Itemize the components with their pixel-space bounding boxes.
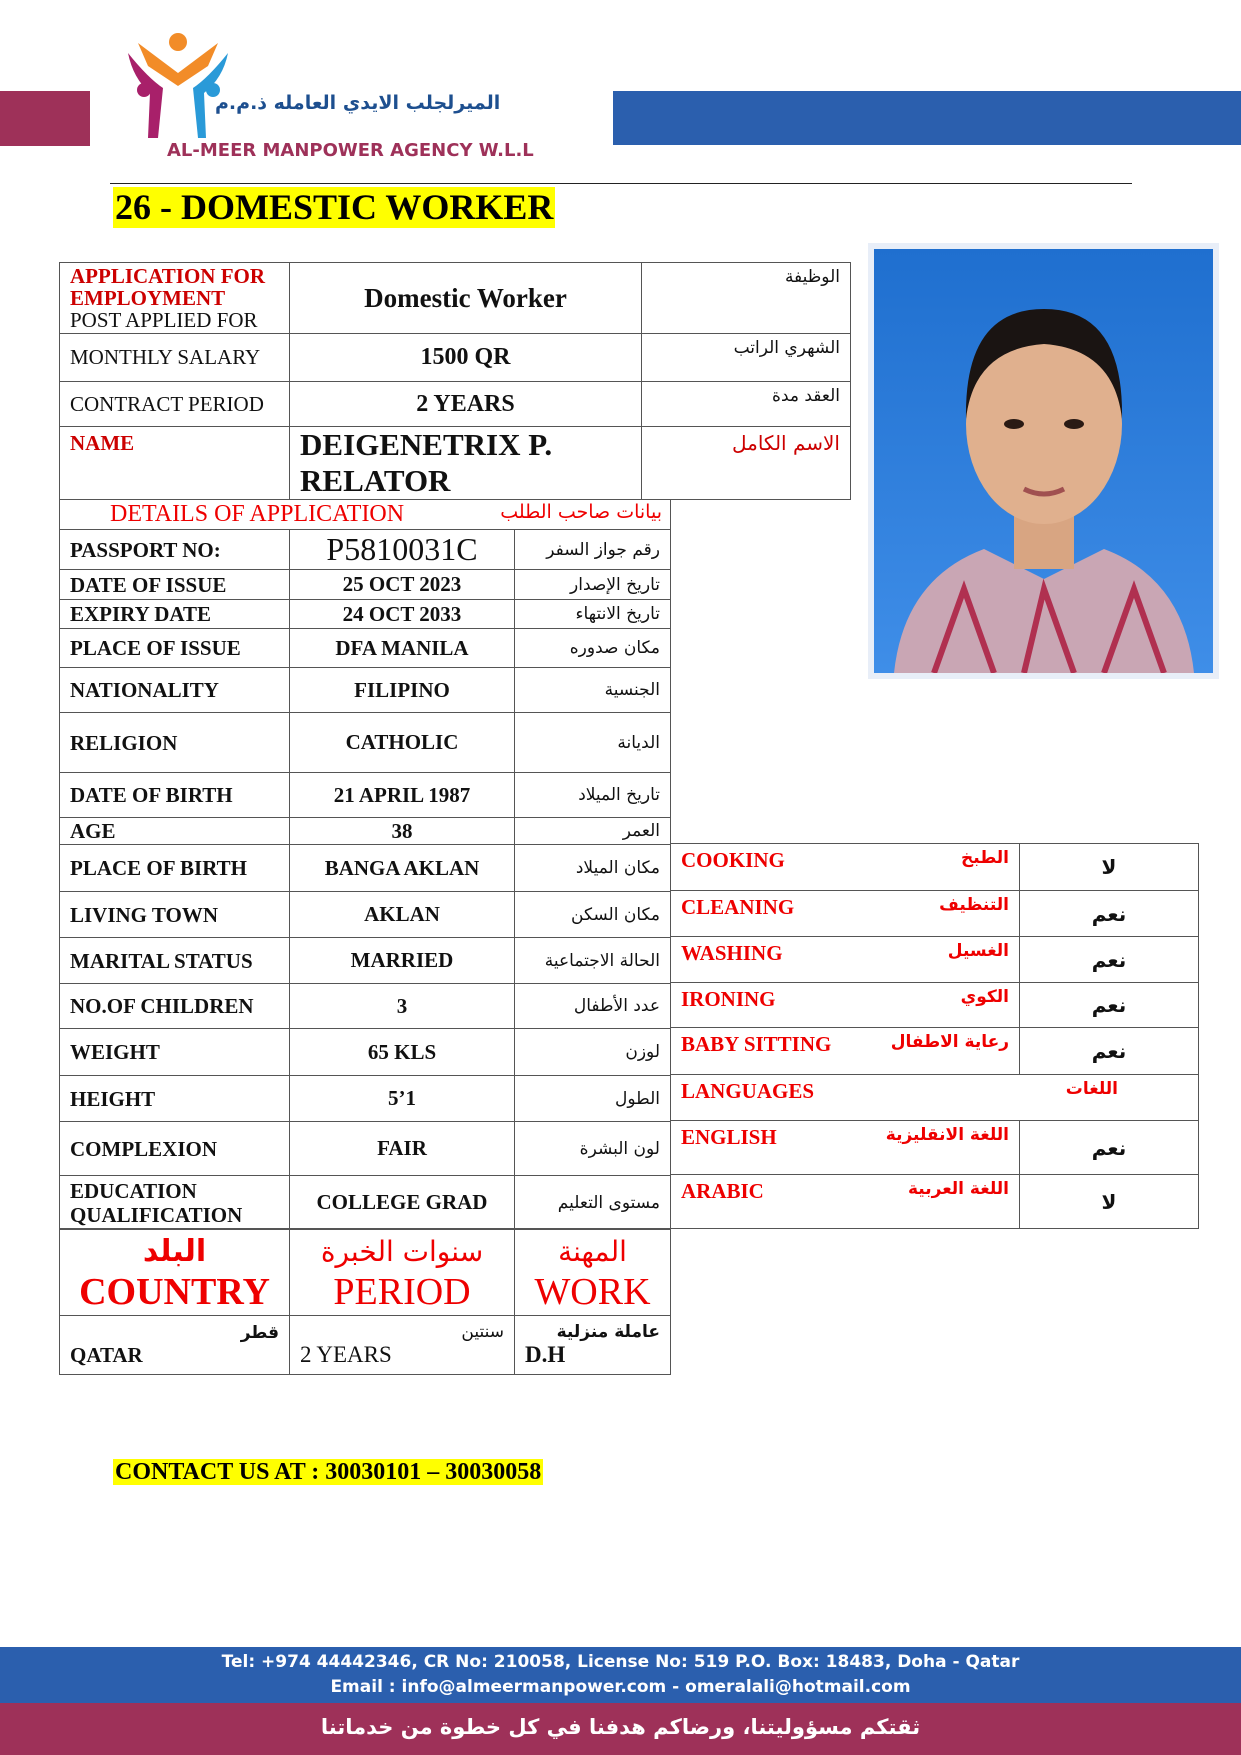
field-label: EDUCATION QUALIFICATION	[60, 1176, 290, 1230]
skill-label: IRONING	[681, 987, 776, 1011]
field-label: MARITAL STATUS	[60, 938, 290, 984]
period-header: PERIOD	[333, 1271, 471, 1313]
field-value: BANGA AKLAN	[290, 845, 515, 892]
header-maroon-block	[0, 91, 90, 146]
skill-row	[671, 937, 1199, 983]
footer-line2: Email : info@almeermanpower.com - omeralali@hotmail.com	[330, 1677, 911, 1697]
table-row	[60, 984, 671, 1029]
skill-arabic: الطبخ	[961, 848, 1009, 868]
field-arabic: مستوى التعليم	[515, 1176, 671, 1230]
skill-arabic: الكوي	[960, 987, 1009, 1007]
skill-label: BABY SITTING	[681, 1032, 832, 1056]
table-row	[60, 600, 671, 629]
field-label: NO.OF CHILDREN	[60, 984, 290, 1029]
contact-line: CONTACT US AT : 30030101 – 30030058	[115, 1459, 542, 1485]
table-row	[60, 1122, 671, 1176]
skill-arabic: رعاية الاطفال	[890, 1032, 1009, 1052]
details-title-arabic: بيانات صاحب الطلب	[500, 501, 662, 523]
employment-table	[59, 262, 851, 500]
contract-value: 2 YEARS	[290, 382, 642, 427]
skill-answer: نعم	[1020, 1028, 1199, 1075]
table-row	[60, 1029, 671, 1076]
applicant-photo	[868, 243, 1219, 679]
details-header-row	[60, 500, 671, 530]
table-row	[60, 668, 671, 713]
skill-arabic: التنظيف	[939, 895, 1009, 915]
work-header: WORK	[534, 1271, 651, 1313]
skill-label: CLEANING	[681, 895, 795, 919]
logo-arabic-text: الميرلجلب الايدي العامله ذ.م.م	[215, 92, 501, 114]
field-label: PLACE OF ISSUE	[60, 629, 290, 668]
details-table	[59, 499, 671, 1230]
skills-table	[670, 843, 1199, 1229]
field-arabic: الديانة	[515, 713, 671, 773]
field-arabic: الجنسية	[515, 668, 671, 713]
field-arabic: رقم جواز السفر	[515, 530, 671, 570]
field-value: P5810031C	[290, 530, 515, 570]
field-label: EXPIRY DATE	[60, 600, 290, 629]
table-row	[60, 334, 851, 382]
experience-header-row	[60, 1229, 671, 1316]
contract-label: CONTRACT PERIOD	[60, 382, 290, 427]
field-value: FAIR	[290, 1122, 515, 1176]
field-label: COMPLEXION	[60, 1122, 290, 1176]
contract-arabic: العقد مدة	[642, 382, 851, 427]
salary-value: 1500 QR	[290, 334, 642, 382]
header-blue-bar	[613, 91, 1241, 145]
work-ar: عاملة منزلية	[556, 1322, 660, 1342]
skill-label: COOKING	[681, 848, 785, 872]
post-arabic: الوظيفة	[642, 263, 851, 334]
name-value: DEIGENETRIX P. RELATOR	[290, 427, 642, 500]
skill-row	[671, 983, 1199, 1028]
table-row	[60, 1076, 671, 1122]
experience-table	[59, 1228, 671, 1375]
table-row	[60, 938, 671, 984]
skill-answer: نعم	[1020, 1121, 1199, 1175]
work-value: D.H	[525, 1342, 566, 1367]
table-row	[60, 713, 671, 773]
country-value: QATAR	[70, 1342, 143, 1367]
table-row	[60, 892, 671, 938]
skill-answer: نعم	[1020, 937, 1199, 983]
field-label: DATE OF ISSUE	[60, 570, 290, 600]
details-title: DETAILS OF APPLICATION	[110, 501, 405, 527]
skill-row	[671, 1028, 1199, 1075]
country-ar: قطر	[240, 1322, 279, 1343]
table-row	[60, 1176, 671, 1230]
logo-english-text: AL-MEER MANPOWER AGENCY W.L.L	[167, 140, 534, 161]
field-label: RELIGION	[60, 713, 290, 773]
skill-answer: نعم	[1020, 983, 1199, 1028]
field-arabic: مكان صدوره	[515, 629, 671, 668]
table-row	[60, 382, 851, 427]
skill-row	[671, 1121, 1199, 1175]
field-arabic: العمر	[515, 818, 671, 845]
field-value: 38	[290, 818, 515, 845]
languages-title-arabic: اللغات	[1065, 1079, 1118, 1099]
field-label: PASSPORT NO:	[60, 530, 290, 570]
skill-arabic: اللغة الانقليزية	[885, 1125, 1009, 1145]
table-row	[60, 845, 671, 892]
footer-slogan-bar	[0, 1703, 1241, 1755]
table-row	[60, 530, 671, 570]
skill-row	[671, 1175, 1199, 1229]
table-row	[60, 629, 671, 668]
field-label: LIVING TOWN	[60, 892, 290, 938]
field-arabic: تاريخ الإصدار	[515, 570, 671, 600]
languages-header-row	[671, 1075, 1199, 1121]
field-value: 3	[290, 984, 515, 1029]
skill-answer: لا	[1020, 1175, 1199, 1229]
field-arabic: مكان الميلاد	[515, 845, 671, 892]
skill-row	[671, 844, 1199, 891]
field-arabic: الطول	[515, 1076, 671, 1122]
field-arabic: تاريخ الانتهاء	[515, 600, 671, 629]
footer-contact-bar	[0, 1647, 1241, 1703]
country-header: COUNTRY	[79, 1271, 270, 1313]
field-value: 5’1	[290, 1076, 515, 1122]
field-value: 21 APRIL 1987	[290, 773, 515, 818]
skill-row	[671, 891, 1199, 937]
skill-arabic: اللغة العربية	[908, 1179, 1009, 1199]
name-arabic: الاسم الكامل	[642, 427, 851, 500]
work-header-ar: المهنة	[558, 1235, 627, 1268]
field-value: CATHOLIC	[290, 713, 515, 773]
field-arabic: لون البشرة	[515, 1122, 671, 1176]
country-header-ar: البلد	[142, 1234, 207, 1269]
skill-label: ARABIC	[681, 1179, 764, 1203]
field-value: DFA MANILA	[290, 629, 515, 668]
languages-title: LANGUAGES	[681, 1079, 815, 1103]
post-value: Domestic Worker	[290, 263, 642, 334]
table-row	[60, 773, 671, 818]
field-label: PLACE OF BIRTH	[60, 845, 290, 892]
post-label: POST APPLIED FOR	[70, 308, 258, 332]
page-title: 26 - DOMESTIC WORKER	[115, 187, 554, 227]
field-arabic: مكان السكن	[515, 892, 671, 938]
company-logo	[118, 28, 238, 138]
header-divider	[110, 183, 1132, 184]
field-value: 25 OCT 2023	[290, 570, 515, 600]
field-label: DATE OF BIRTH	[60, 773, 290, 818]
period-ar: سنتين	[461, 1322, 504, 1342]
field-label: WEIGHT	[60, 1029, 290, 1076]
table-row	[60, 818, 671, 845]
field-arabic: تاريخ الميلاد	[515, 773, 671, 818]
field-arabic: الحالة الاجتماعية	[515, 938, 671, 984]
field-arabic: لوزن	[515, 1029, 671, 1076]
period-header-ar: سنوات الخبرة	[320, 1235, 484, 1268]
name-label: NAME	[60, 427, 290, 500]
table-row	[60, 570, 671, 600]
field-value: 24 OCT 2033	[290, 600, 515, 629]
skill-label: ENGLISH	[681, 1125, 777, 1149]
field-value: MARRIED	[290, 938, 515, 984]
field-value: AKLAN	[290, 892, 515, 938]
footer-slogan: ثقتكم مسؤوليتنا، ورضاكم هدفنا في كل خطوة من خدماتنا	[320, 1715, 921, 1739]
salary-label: MONTHLY SALARY	[60, 334, 290, 382]
field-value: 65 KLS	[290, 1029, 515, 1076]
salary-arabic: الشهري الراتب	[642, 334, 851, 382]
field-label: AGE	[60, 818, 290, 845]
table-row	[60, 427, 851, 500]
table-row	[60, 263, 851, 334]
skill-answer: نعم	[1020, 891, 1199, 937]
application-label: APPLICATION FOR EMPLOYMENT	[70, 264, 266, 310]
field-label: NATIONALITY	[60, 668, 290, 713]
skill-label: WASHING	[681, 941, 783, 965]
experience-row	[60, 1316, 671, 1375]
field-arabic: عدد الأطفال	[515, 984, 671, 1029]
field-value: FILIPINO	[290, 668, 515, 713]
field-label: HEIGHT	[60, 1076, 290, 1122]
skill-arabic: الغسيل	[947, 941, 1009, 961]
period-value: 2 YEARS	[300, 1342, 392, 1367]
skill-answer: لا	[1020, 844, 1199, 891]
footer-line1: Tel: +974 44442346, CR No: 210058, License No: 519 P.O. Box: 18483, Doha - Qatar	[221, 1652, 1020, 1672]
field-value: COLLEGE GRAD	[290, 1176, 515, 1230]
